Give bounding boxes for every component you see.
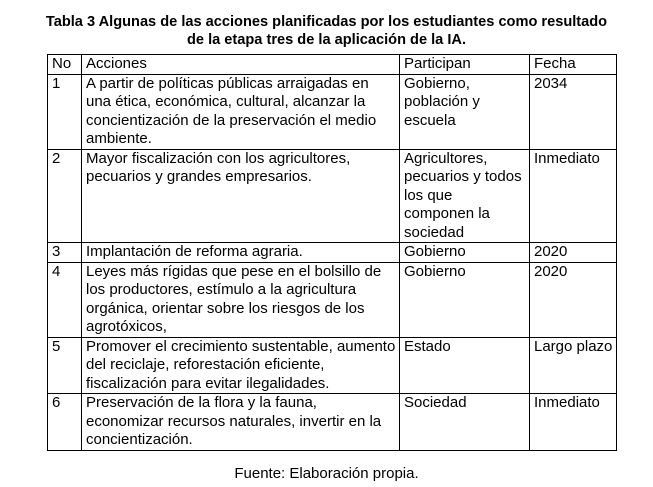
table-row bbox=[48, 262, 617, 337]
row-date: Inmediato bbox=[530, 149, 617, 243]
row-action: Promover el crecimiento sustentable, aumento del reciclaje, reforestación eficiente, fiscalización para evitar ilegalidades. bbox=[82, 337, 400, 394]
row-date: Inmediato bbox=[530, 394, 617, 451]
row-action: Leyes más rígidas que pese en el bolsillo de los productores, estímulo a la agricultura orgánica, orientar sobre los riesgos de los agrotóxicos, bbox=[82, 262, 400, 337]
row-number: 3 bbox=[48, 243, 82, 263]
table-row bbox=[48, 74, 617, 149]
table-row bbox=[48, 243, 617, 263]
row-participants: Estado bbox=[400, 337, 530, 394]
table-title-line-2: de la etapa tres de la aplicación de la IA. bbox=[186, 32, 466, 48]
table-row bbox=[48, 149, 617, 243]
actions-table bbox=[47, 54, 617, 451]
row-participants: Gobierno, población y escuela bbox=[400, 74, 530, 149]
header-acciones: Acciones bbox=[82, 55, 400, 75]
header-no: No bbox=[48, 55, 82, 75]
row-date: Largo plazo bbox=[530, 337, 617, 394]
row-action: Implantación de reforma agraria. bbox=[82, 243, 400, 263]
table-header-row bbox=[48, 55, 617, 75]
header-fecha: Fecha bbox=[530, 55, 617, 75]
table-title-line-1: Tabla 3 Algunas de las acciones planificadas por los estudiantes como resultado bbox=[45, 14, 608, 30]
row-number: 4 bbox=[48, 262, 82, 337]
row-date: 2034 bbox=[530, 74, 617, 149]
row-participants: Agricultores, pecuarios y todos los que componen la sociedad bbox=[400, 149, 530, 243]
row-participants: Sociedad bbox=[400, 394, 530, 451]
table-row bbox=[48, 337, 617, 394]
row-number: 5 bbox=[48, 337, 82, 394]
row-action: Preservación de la flora y la fauna, economizar recursos naturales, invertir en la concientización. bbox=[82, 394, 400, 451]
row-participants: Gobierno bbox=[400, 243, 530, 263]
header-participan: Participan bbox=[400, 55, 530, 75]
row-date: 2020 bbox=[530, 243, 617, 263]
table-row bbox=[48, 394, 617, 451]
row-participants: Gobierno bbox=[400, 262, 530, 337]
row-action: Mayor fiscalización con los agricultores, pecuarios y grandes empresarios. bbox=[82, 149, 400, 243]
row-number: 6 bbox=[48, 394, 82, 451]
row-date: 2020 bbox=[530, 262, 617, 337]
row-action: A partir de políticas públicas arraigadas en una ética, económica, cultural, alcanzar la concientización de la preservación el medio ambiente. bbox=[82, 74, 400, 149]
row-number: 2 bbox=[48, 149, 82, 243]
table-source: Fuente: Elaboración propia. bbox=[234, 465, 419, 482]
row-number: 1 bbox=[48, 74, 82, 149]
table-title bbox=[8, 13, 645, 49]
